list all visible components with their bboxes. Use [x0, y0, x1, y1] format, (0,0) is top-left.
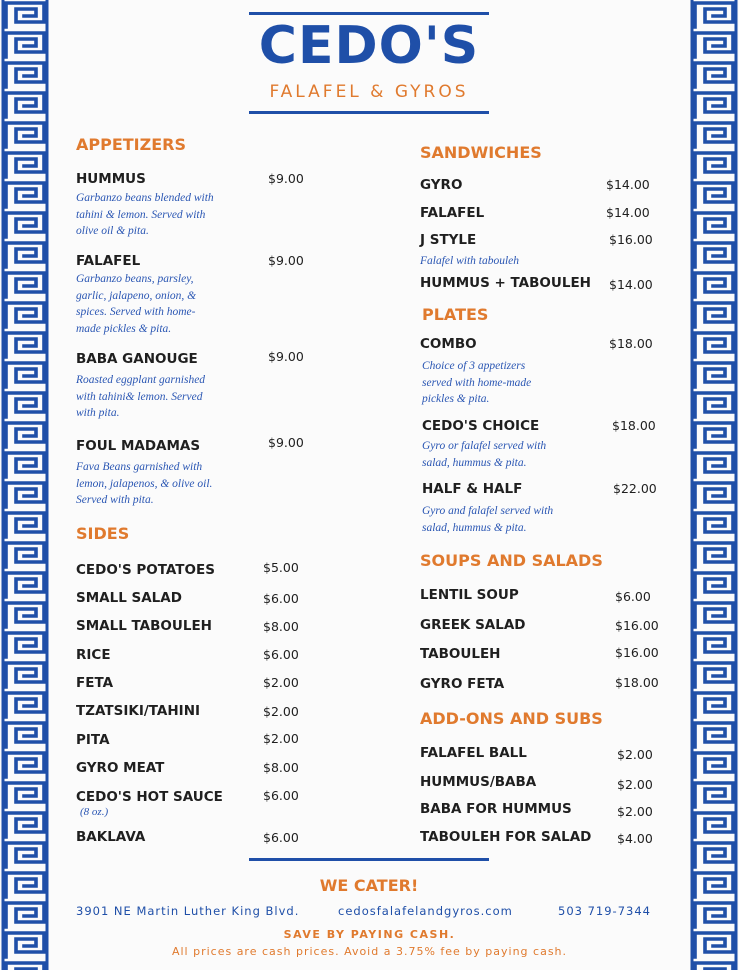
- menu-item-price: $6.00: [615, 589, 651, 604]
- menu-item-name: HUMMUS + TABOULEH: [420, 275, 591, 291]
- menu-item-description: Roasted eggplant garnished with tahini& lemon. Served with pita.: [76, 374, 206, 419]
- menu-item-price: $6.00: [263, 830, 299, 845]
- menu-item-name: TABOULEH: [420, 646, 501, 662]
- menu-item-description: Fava Beans garnished with lemon, jalapenos, & olive oil. Served with pita.: [76, 461, 213, 506]
- menu-item-name: TZATSIKI/TAHINI: [76, 703, 201, 719]
- section-title-addons: ADD-ONS AND SUBS: [420, 709, 603, 728]
- menu-item-name: SMALL TABOULEH: [76, 618, 212, 634]
- menu-item-price: $9.00: [268, 349, 304, 364]
- brand-logo: [249, 12, 489, 114]
- brand-top-rule: [249, 12, 489, 15]
- menu-item-description: Gyro or falafel served with salad, hummus & pita.: [422, 440, 547, 469]
- menu-item-price: $22.00: [613, 481, 657, 496]
- menu-item-name: HUMMUS/BABA: [420, 774, 537, 790]
- menu-item-price: $18.00: [609, 336, 653, 351]
- menu-item-name: BAKLAVA: [76, 829, 146, 845]
- menu-item-name: GYRO MEAT: [76, 760, 165, 776]
- menu-item-name: HALF & HALF: [422, 481, 523, 497]
- menu-item-name: SMALL SALAD: [76, 590, 182, 606]
- menu-item-price: $2.00: [617, 804, 653, 819]
- menu-item-name: RICE: [76, 647, 111, 663]
- section-title-appetizers: APPETIZERS: [76, 135, 187, 154]
- menu-item-price: $2.00: [263, 704, 299, 719]
- menu-item-name: BABA GANOUGE: [76, 351, 198, 367]
- menu-item-price: $9.00: [268, 435, 304, 450]
- section-title-sides: SIDES: [76, 524, 130, 543]
- menu-item-price: $5.00: [263, 560, 299, 575]
- menu-item-note: (8 oz.): [80, 806, 109, 818]
- menu-item-name: HUMMUS: [76, 171, 146, 187]
- menu-item-name: FALAFEL: [76, 253, 141, 269]
- menu-item-name: TABOULEH FOR SALAD: [420, 829, 592, 845]
- cash-fee-note: All prices are cash prices. Avoid a 3.75% fee by paying cash.: [171, 945, 568, 958]
- menu-item-price: $14.00: [609, 277, 653, 292]
- menu-item-price: $6.00: [263, 647, 299, 662]
- menu-item-description: Choice of 3 appetizers served with home-made pickles & pita.: [422, 360, 532, 405]
- save-cash-banner: SAVE BY PAYING CASH.: [283, 928, 456, 941]
- website-link[interactable]: cedosfalafelandgyros.com: [338, 904, 513, 918]
- menu-item-price: $2.00: [617, 747, 653, 762]
- menu-item-price: $9.00: [268, 253, 304, 268]
- menu-item-description: Gyro and falafel served with salad, hummus & pita.: [422, 505, 554, 534]
- menu-item-price: $8.00: [263, 619, 299, 634]
- menu-item-price: $16.00: [609, 232, 653, 247]
- menu-item-price: $18.00: [615, 675, 659, 690]
- menu-item-price: $16.00: [615, 618, 659, 633]
- menu-item-name: CEDO'S POTATOES: [76, 562, 215, 578]
- footer-rule: [249, 858, 489, 861]
- menu-item-price: $14.00: [606, 205, 650, 220]
- menu-item-name: CEDO'S CHOICE: [422, 418, 540, 434]
- phone-number[interactable]: 503 719-7344: [558, 904, 651, 918]
- menu-item-price: $2.00: [263, 731, 299, 746]
- address: 3901 NE Martin Luther King Blvd.: [76, 904, 300, 918]
- menu-item-name: GYRO FETA: [420, 676, 505, 692]
- menu-item-name: PITA: [76, 732, 110, 748]
- brand-bottom-rule: [249, 111, 489, 114]
- we-cater-heading: WE CATER!: [319, 876, 419, 895]
- menu-item-price: $2.00: [263, 675, 299, 690]
- menu-item-name: GYRO: [420, 177, 463, 193]
- menu-item-price: $6.00: [263, 591, 299, 606]
- restaurant-name: CEDO'S: [258, 16, 480, 76]
- greek-key-border-right: [689, 0, 739, 970]
- menu-page: [50, 0, 689, 970]
- menu-item-name: FALAFEL BALL: [420, 745, 527, 761]
- menu-item-name: CEDO'S HOT SAUCE: [76, 789, 223, 805]
- menu-item-price: $18.00: [612, 418, 656, 433]
- menu-item-price: $4.00: [617, 831, 653, 846]
- menu-item-name: FOUL MADAMAS: [76, 438, 201, 454]
- menu-item-price: $6.00: [263, 788, 299, 803]
- menu-item-name: J STYLE: [420, 232, 477, 248]
- menu-item-description: Garbanzo beans blended with tahini & lemon. Served with olive oil & pita.: [76, 192, 214, 237]
- menu-item-price: $14.00: [606, 177, 650, 192]
- menu-item-name: BABA FOR HUMMUS: [420, 801, 572, 817]
- greek-key-border-left: [0, 0, 50, 970]
- menu-item-price: $2.00: [617, 777, 653, 792]
- section-title-plates: PLATES: [422, 305, 489, 324]
- section-title-sandwiches: SANDWICHES: [420, 143, 542, 162]
- menu-item-name: LENTIL SOUP: [420, 587, 519, 603]
- menu-item-price: $9.00: [268, 171, 304, 186]
- section-title-soups-salads: SOUPS AND SALADS: [420, 551, 603, 570]
- menu-item-price: $16.00: [615, 645, 659, 660]
- menu-item-description: Falafel with tabouleh: [420, 255, 520, 267]
- menu-item-name: FALAFEL: [420, 205, 485, 221]
- menu-item-name: COMBO: [420, 336, 477, 352]
- menu-item-price: $8.00: [263, 760, 299, 775]
- menu-item-name: FETA: [76, 675, 114, 691]
- menu-item-name: GREEK SALAD: [420, 617, 526, 633]
- restaurant-subtitle: FALAFEL & GYROS: [269, 82, 469, 102]
- menu-item-description: Garbanzo beans, parsley, garlic, jalapeno, onion, & spices. Served with home- made pickles & pita.: [76, 273, 197, 335]
